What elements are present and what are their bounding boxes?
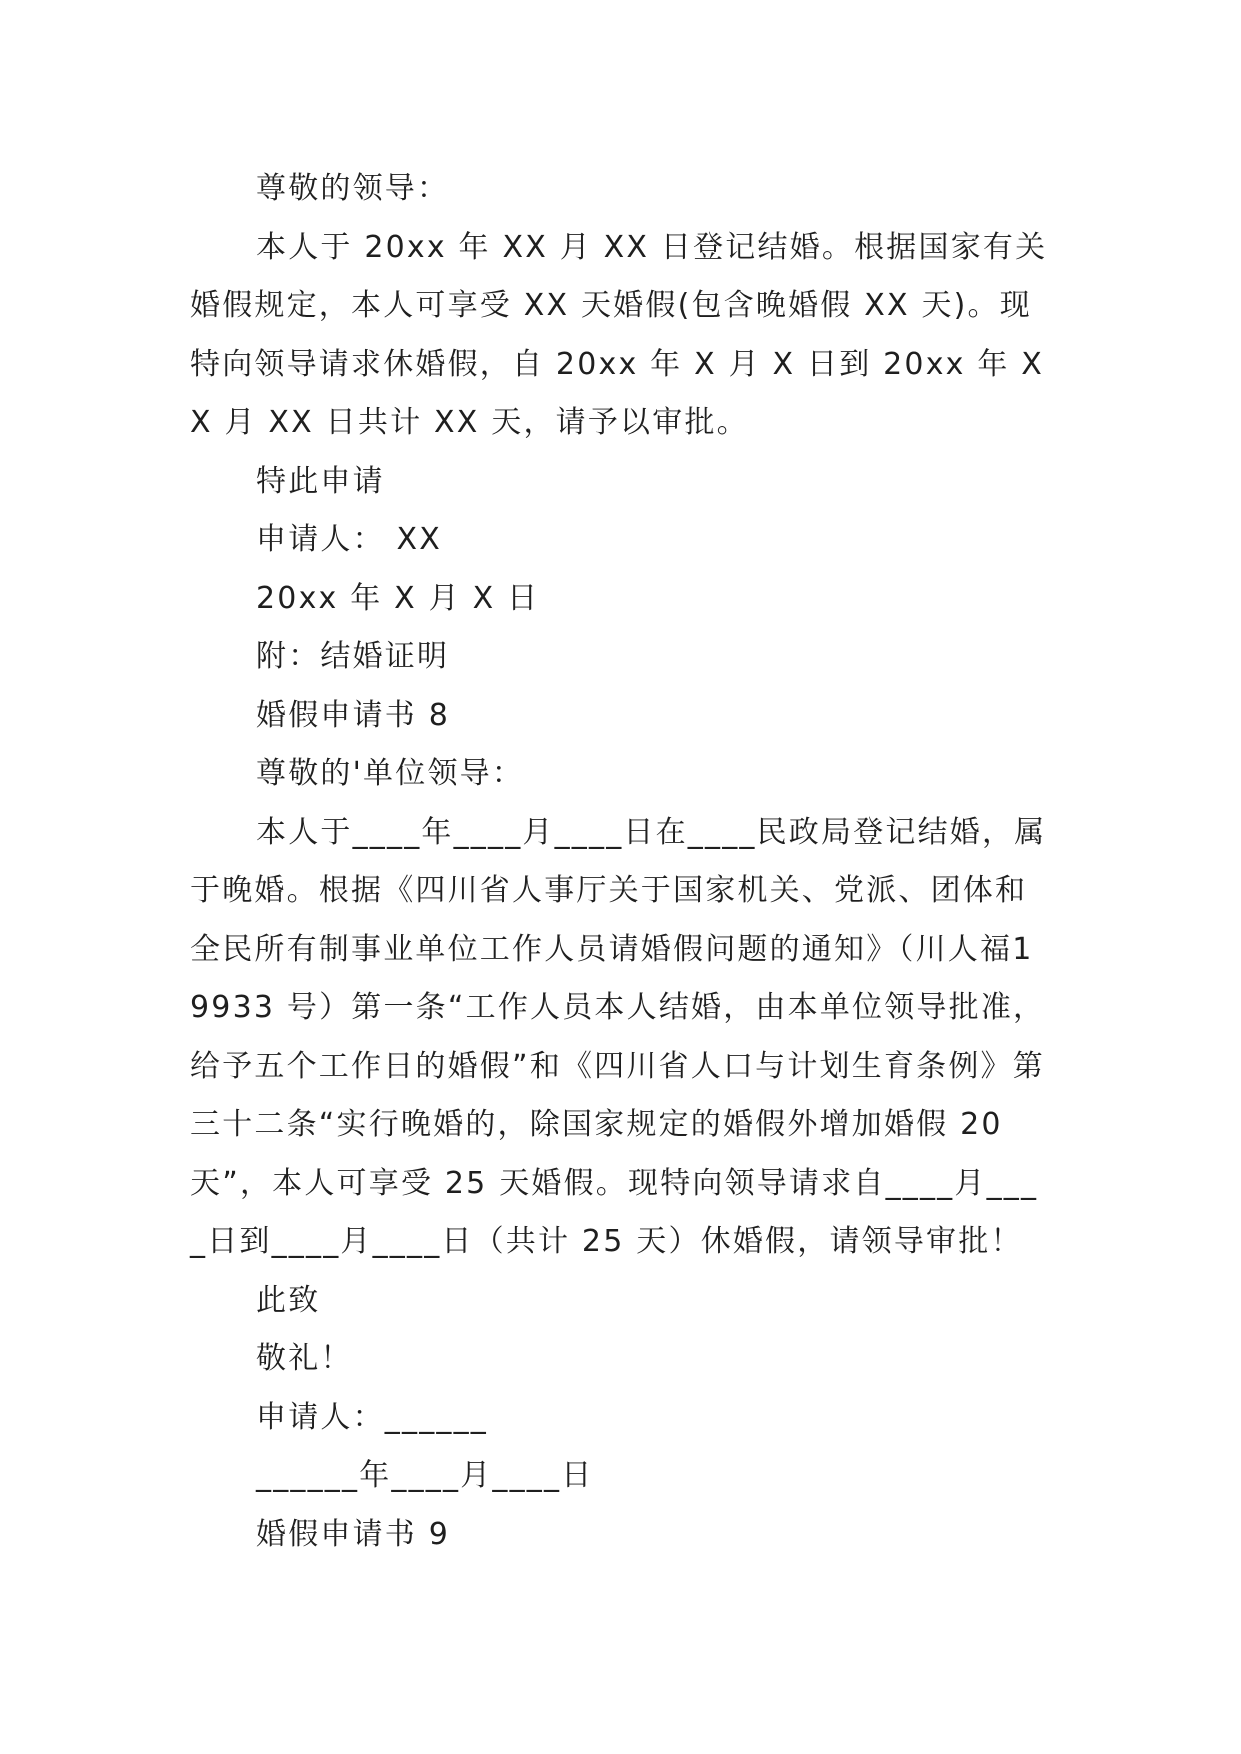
applicant-line: 申请人：______	[256, 1399, 488, 1435]
applicant-line: 申请人： XX	[256, 522, 443, 557]
attachment-line: 附：结婚证明	[256, 639, 450, 674]
salutation: 尊敬的'单位领导：	[256, 756, 525, 791]
date-line: 20xx 年 X 月 X 日	[256, 580, 540, 616]
salutation: 尊敬的领导：	[256, 171, 450, 206]
closing-line: 敬礼！	[256, 1341, 353, 1376]
body-paragraph: 本人于 20xx 年 XX 月 XX 日登记结婚。根据国家有关婚假规定，本人可享受 XX 天婚假(包含晚婚假 XX 天)。现特向领导请求休婚假，自 20xx 年 X 月 X 日到 20xx 年 XX 月 XX 日共计 XX 天，请予以审批。	[190, 229, 1048, 440]
document-page	[190, 160, 1052, 1564]
closing-line: 此致	[256, 1282, 321, 1318]
date-line: ______年____月____日	[256, 1458, 594, 1493]
section-heading: 婚假申请书 9	[256, 1516, 451, 1552]
closing-line: 特此申请	[256, 463, 385, 499]
section-heading: 婚假申请书 8	[256, 697, 451, 733]
body-paragraph: 本人于____年____月____日在____民政局登记结婚，属于晚婚。根据《四川省人事厅关于国家机关、党派、团体和全民所有制事业单位工作人员请婚假问题的通知》（川人福19933 号）第一条“工作人员本人结婚，由本单位领导批准，给予五个工作日的婚假”和《四川省人口与计划生育条例》第三十二条“实行晚婚的，除国家规定的婚假外增加婚假 20天”，本人可享受 25 天婚假。现特向领导请求自____月____日到____月____日（共计 25 天）休婚假，请领导审批！	[190, 814, 1047, 1259]
